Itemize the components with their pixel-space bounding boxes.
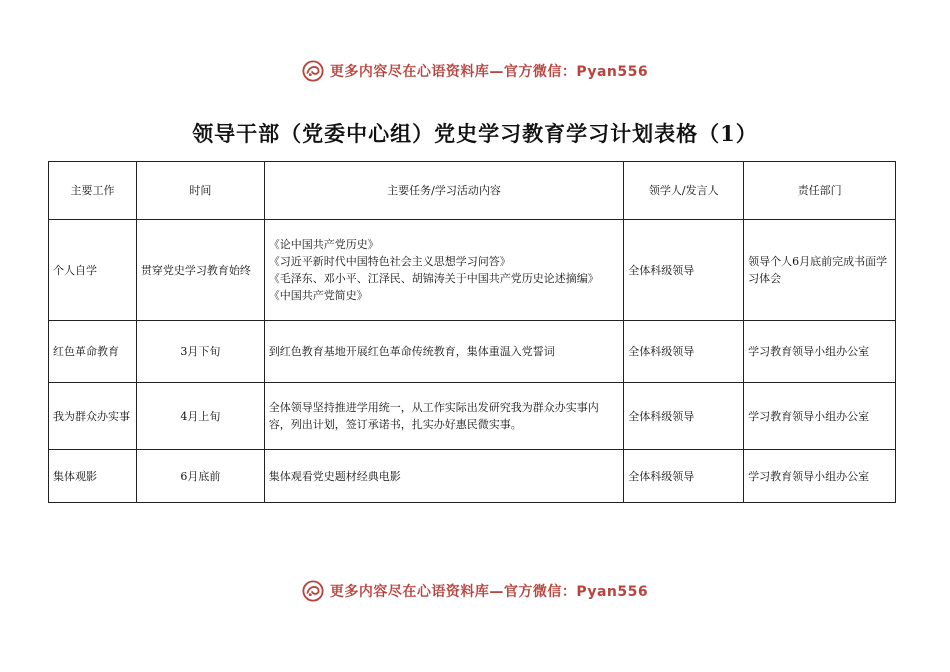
header-main-work: 主要工作 bbox=[49, 162, 137, 220]
cell-dept: 学习教育领导小组办公室 bbox=[744, 321, 896, 383]
header-dept: 责任部门 bbox=[744, 162, 896, 220]
study-plan-table bbox=[48, 161, 896, 503]
cell-work: 我为群众办实事 bbox=[49, 383, 137, 450]
watermark-bottom bbox=[0, 580, 950, 602]
swirl-logo-icon bbox=[302, 580, 324, 602]
cell-content: 集体观看党史题材经典电影 bbox=[264, 450, 624, 503]
cell-dept: 领导个人6月底前完成书面学习体会 bbox=[744, 220, 896, 321]
watermark-text: 更多内容尽在心语资料库—官方微信：Pyan556 bbox=[329, 584, 649, 600]
table-row bbox=[49, 383, 896, 450]
cell-time: 4月上旬 bbox=[136, 383, 264, 450]
watermark-text: 更多内容尽在心语资料库—官方微信：Pyan556 bbox=[329, 64, 649, 80]
cell-time: 6月底前 bbox=[136, 450, 264, 503]
table-header-row bbox=[49, 162, 896, 220]
cell-leader: 全体科级领导 bbox=[624, 383, 744, 450]
document-title: 领导干部（党委中心组）党史学习教育学习计划表格（1） bbox=[192, 121, 758, 146]
cell-work: 红色革命教育 bbox=[49, 321, 137, 383]
book-item: 《毛泽东、邓小平、江泽民、胡锦涛关于中国共产党历史论述摘编》 bbox=[268, 272, 599, 285]
book-item: 《习近平新时代中国特色社会主义思想学习问答》 bbox=[268, 255, 511, 268]
watermark-top bbox=[0, 60, 950, 82]
table-row bbox=[49, 450, 896, 503]
cell-dept: 学习教育领导小组办公室 bbox=[744, 450, 896, 503]
cell-content: 全体领导坚持推进学用统一，从工作实际出发研究我为群众办实事内容，列出计划，签订承诺书，扎实办好惠民微实事。 bbox=[264, 383, 624, 450]
book-item: 《论中国共产党历史》 bbox=[268, 238, 379, 251]
cell-content bbox=[264, 220, 624, 321]
table-row bbox=[49, 220, 896, 321]
cell-leader: 全体科级领导 bbox=[624, 450, 744, 503]
book-item: 《中国共产党简史》 bbox=[268, 289, 368, 302]
header-content: 主要任务/学习活动内容 bbox=[264, 162, 624, 220]
cell-dept: 学习教育领导小组办公室 bbox=[744, 383, 896, 450]
cell-leader: 全体科级领导 bbox=[624, 220, 744, 321]
header-time: 时间 bbox=[136, 162, 264, 220]
cell-work: 个人自学 bbox=[49, 220, 137, 321]
cell-time: 贯穿党史学习教育始终 bbox=[136, 220, 264, 321]
cell-work: 集体观影 bbox=[49, 450, 137, 503]
cell-content: 到红色教育基地开展红色革命传统教育，集体重温入党誓词 bbox=[264, 321, 624, 383]
header-leader: 领学人/发言人 bbox=[624, 162, 744, 220]
cell-leader: 全体科级领导 bbox=[624, 321, 744, 383]
cell-time: 3月下旬 bbox=[136, 321, 264, 383]
swirl-logo-icon bbox=[302, 60, 324, 82]
table-row bbox=[49, 321, 896, 383]
